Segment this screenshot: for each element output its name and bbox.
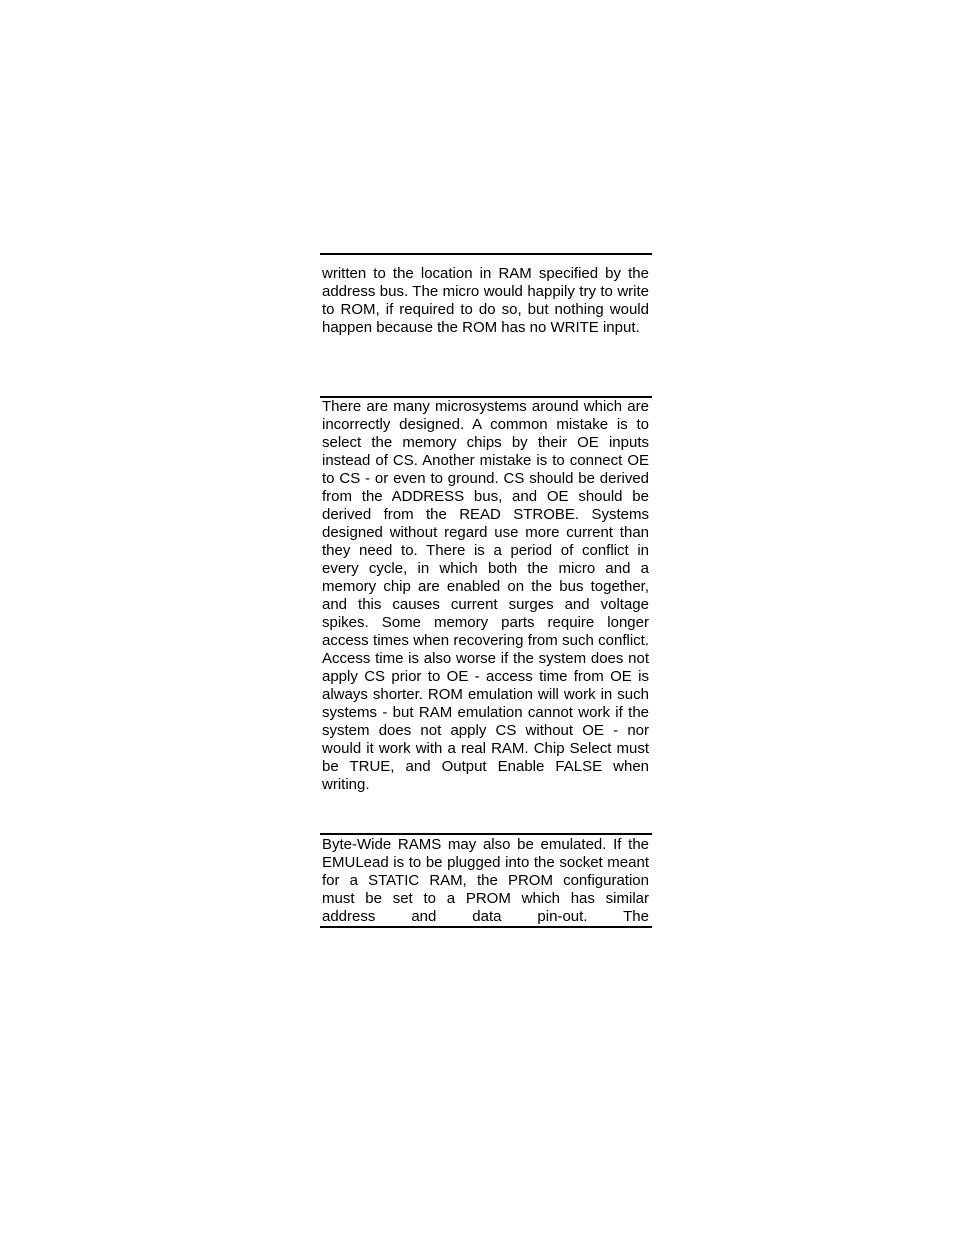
paragraph-write-to-rom: written to the location in RAM specified by the address bus. The micro would happily try to write to ROM, if required to do so, but nothing would happen because the ROM has no WRITE input.	[322, 265, 649, 336]
bottom-rule	[320, 926, 652, 928]
paragraph-byte-wide-rams: Byte-Wide RAMS may also be emulated. If the EMULead is to be plugged into the socket meant for a STATIC RAM, the PROM configuration must be set to a PROM which has similar address and data pin-out. The	[322, 836, 649, 925]
section-rule	[320, 833, 652, 835]
top-rule	[320, 253, 652, 255]
paragraph-incorrect-designs: There are many microsystems around which are incorrectly designed. A common mistake is to select the memory chips by their OE inputs instead of CS. Another mistake is to connect OE to CS - or even to ground. CS should be derived from the ADDRESS bus, and OE should be derived from the READ STROBE. Systems designed without regard use more current than they need to. There is a period of conflict in every cycle, in which both the micro and a memory chip are enabled on the bus together, and this causes current surges and voltage spikes. Some memory parts require longer access times when recovering from such conflict. Access time is also worse if the system does not apply CS prior to OE - access time from OE is always shorter. ROM emulation will work in such systems - but RAM emulation cannot work if the system does not apply CS without OE - nor would it work with a real RAM. Chip Select must be TRUE, and Output Enable FALSE when writing.	[322, 398, 649, 793]
